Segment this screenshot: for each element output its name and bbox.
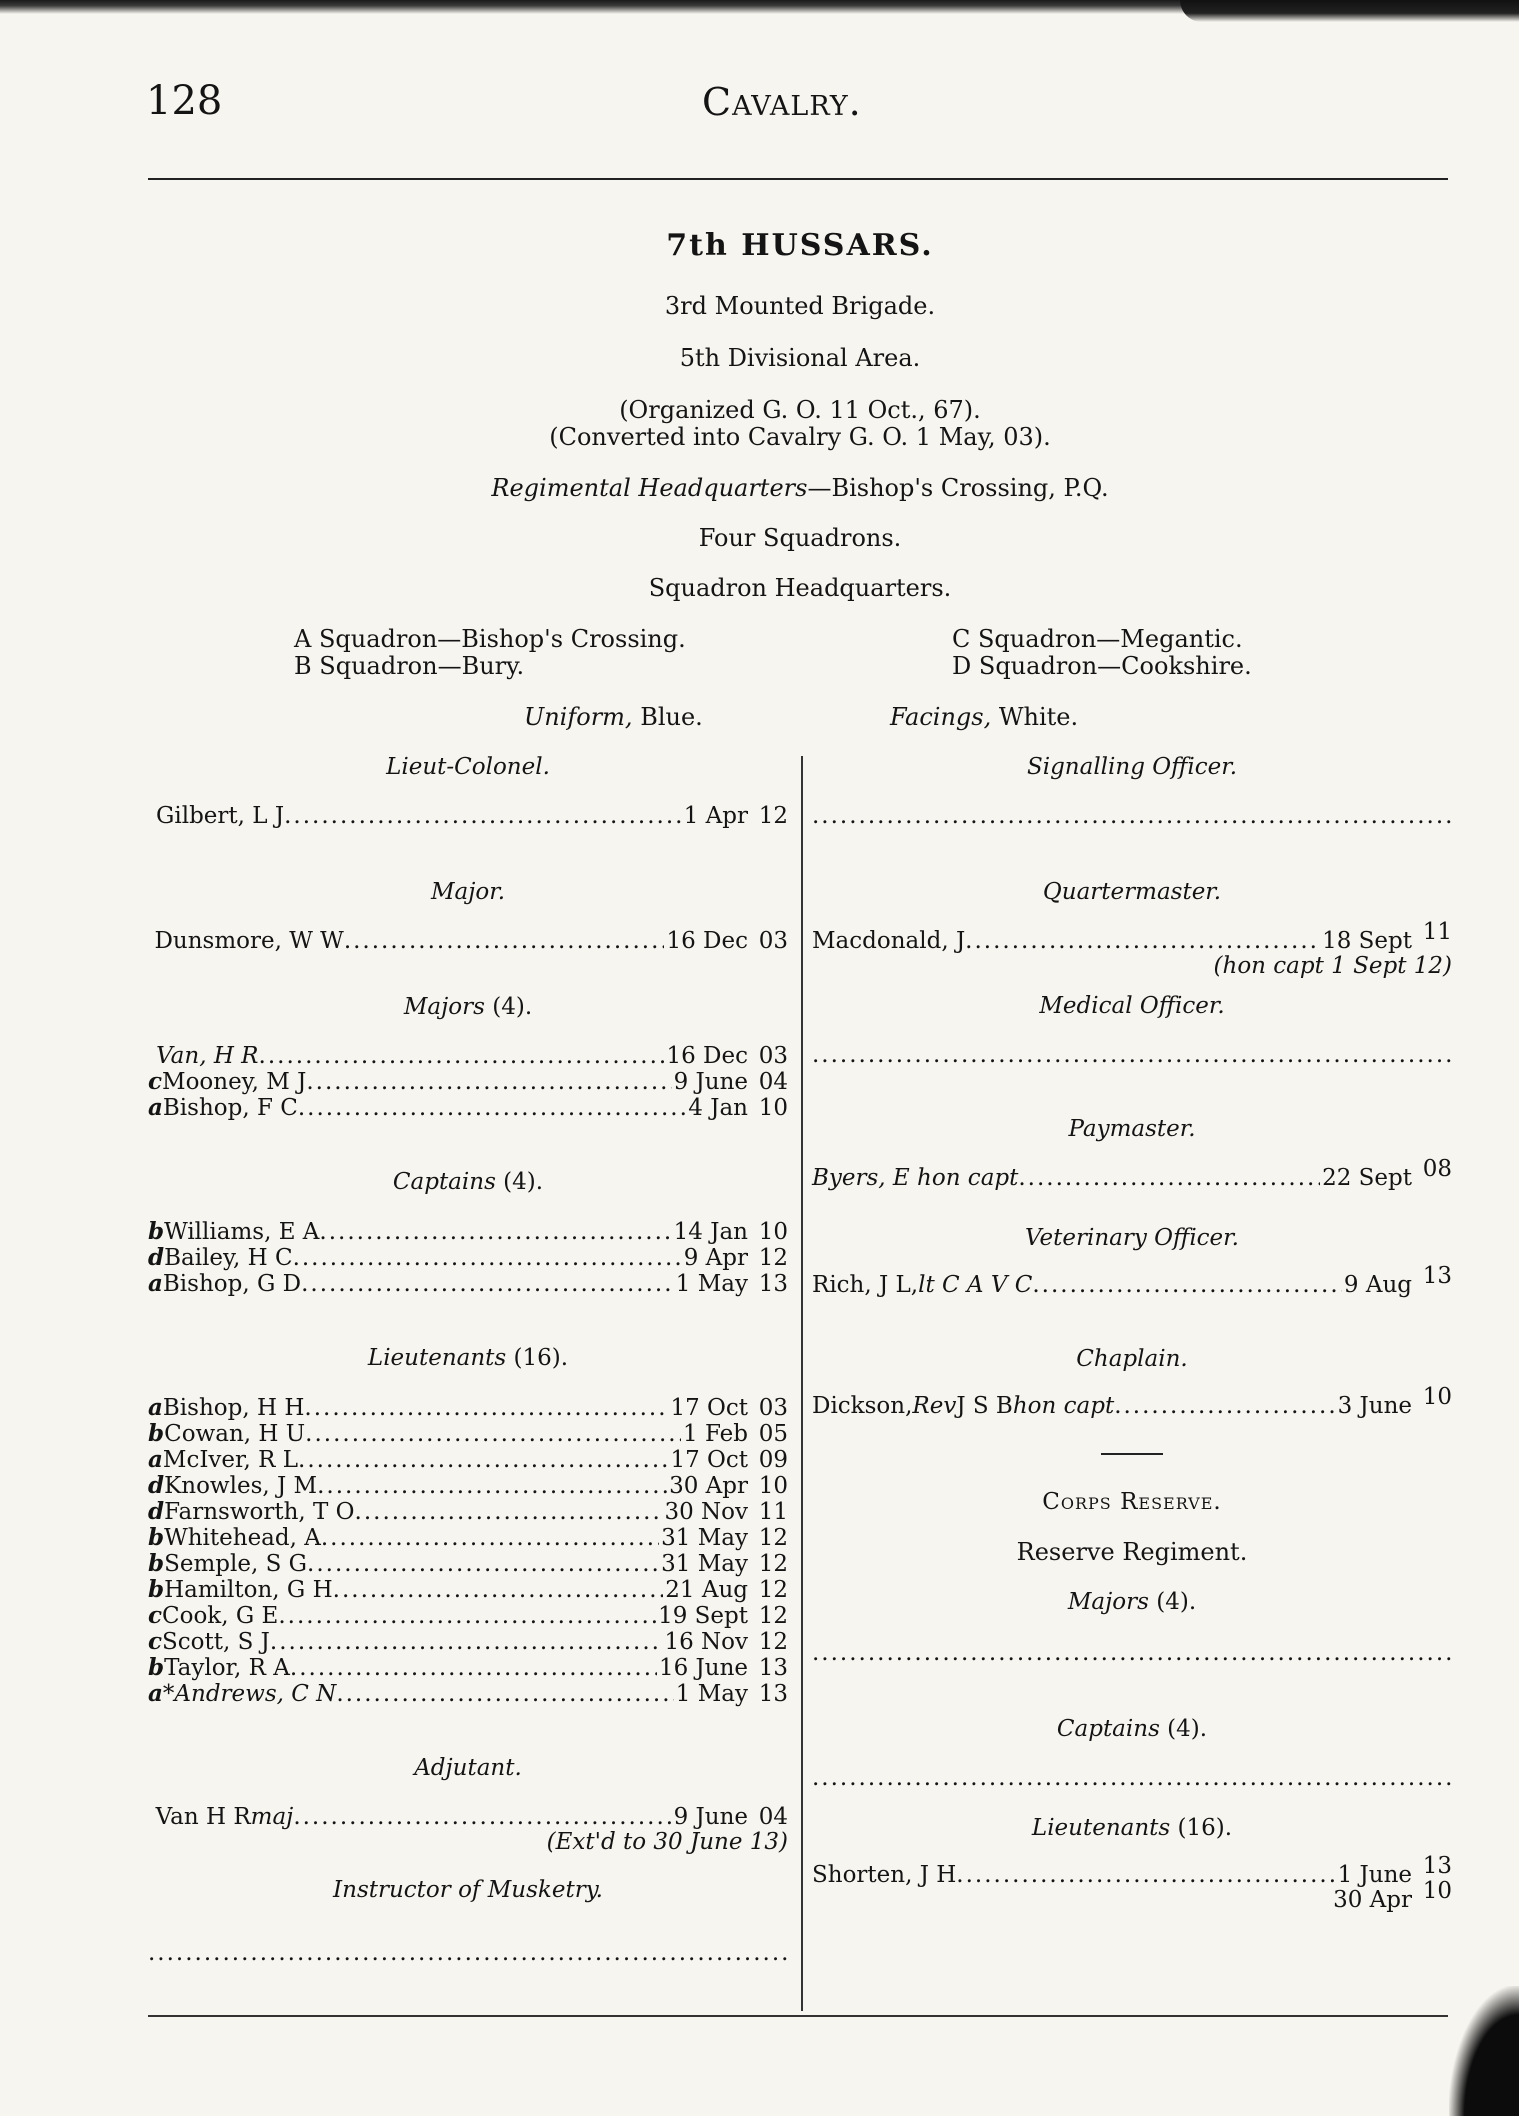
reserve-captains-count: (4). [1159, 1716, 1208, 1742]
entry-year: 12 [758, 1245, 788, 1271]
entry-mark: a [148, 1446, 163, 1473]
entry-date: 19 Sept [658, 1603, 748, 1629]
list-item [148, 1577, 788, 1603]
leader-dots [336, 1682, 673, 1707]
chaplain-heading: Chaplain. [1076, 1346, 1188, 1372]
entry-year: 03 [758, 928, 788, 954]
leader-dots [304, 1396, 668, 1421]
list-item [148, 1421, 788, 1447]
paymaster-heading: Paymaster. [1068, 1116, 1196, 1142]
lieutenants-heading [148, 1341, 788, 1375]
leader-dots [355, 1500, 663, 1525]
entry-year: 12 [758, 1525, 788, 1551]
leader-dots [956, 1863, 1335, 1888]
entry-name: Knowles, J M [164, 1473, 318, 1499]
left-column [148, 750, 788, 1966]
column-divider [801, 756, 803, 2011]
list-item [148, 1271, 788, 1297]
entry-date: 16 Nov [664, 1629, 748, 1655]
reserve-majors-vacant-line [812, 1641, 1452, 1666]
entry-name: Scott, S J [162, 1629, 270, 1655]
entry-name: Semple, S G [164, 1551, 308, 1577]
facings-label: Facings, [890, 703, 992, 731]
entry-year: 10 [758, 1473, 788, 1499]
right-column [812, 750, 1452, 1913]
list-item [148, 804, 788, 829]
list-item [148, 1681, 788, 1707]
entry-date: 30 Apr [669, 1473, 748, 1499]
entry-date: 9 Apr [683, 1245, 748, 1271]
list-item [148, 1525, 788, 1551]
entry-year: 08 [1422, 1156, 1452, 1182]
entry-name: Rich, J L, [812, 1272, 919, 1298]
entry-date: 30 Nov [664, 1499, 748, 1525]
leader-dots [306, 1070, 671, 1095]
entry-mark: b [148, 1218, 165, 1245]
entry-date: 16 Dec [666, 1043, 748, 1069]
squadron-d: D Squadron—Cookshire. [952, 652, 1252, 680]
leader-dots [965, 929, 1320, 954]
entry-name: Whitehead, A [164, 1525, 321, 1551]
entry-name: Macdonald, J [812, 928, 966, 954]
leader-dots [278, 1604, 656, 1629]
leader-dots [290, 1656, 657, 1681]
list-item [148, 1655, 788, 1681]
list-item [148, 1044, 788, 1069]
leader-dots [319, 1220, 671, 1245]
entry-mark: c [148, 1602, 163, 1629]
entry-mark: a [148, 1270, 163, 1297]
unit-title: 7th HUSSARS. [666, 228, 934, 263]
entry-date: 1 May [675, 1271, 748, 1297]
facings [890, 704, 1078, 731]
hq-label: Regimental Headquarters [491, 474, 808, 502]
reserve-regiment-heading: Reserve Regiment. [1016, 1538, 1248, 1566]
entry-year: 12 [758, 1603, 788, 1629]
entry-year: 11 [758, 1499, 788, 1525]
musketry-heading: Instructor of Musketry. [333, 1877, 603, 1903]
list-item [148, 1629, 788, 1655]
scan-edge-shadow [1180, 0, 1519, 22]
regimental-headquarters [0, 474, 1519, 502]
entry-year: 13 [1422, 1853, 1452, 1879]
entry-date: 9 June [673, 1804, 748, 1830]
squadron-b: B Squadron—Bury. [294, 652, 525, 680]
entry-name: Mooney, M J [162, 1069, 307, 1095]
leader-dots [301, 1272, 674, 1297]
page-corner-shadow [1449, 1986, 1519, 2116]
list-item [148, 1447, 788, 1473]
adjutant-heading: Adjutant. [414, 1755, 522, 1781]
entry-initials: J S B [956, 1393, 1013, 1419]
entry-year: 11 [1422, 919, 1452, 945]
leader-dots [1114, 1394, 1335, 1419]
captains-heading [148, 1165, 788, 1199]
major-heading: Major. [430, 879, 506, 905]
entry-date: 1 June [1337, 1862, 1412, 1888]
entry-rank: maj [250, 1804, 294, 1830]
musketry-vacant-line [148, 1941, 788, 1966]
list-item [148, 1245, 788, 1271]
entry-date: 4 Jan [688, 1095, 748, 1121]
list-item [812, 919, 1452, 954]
reserve-captains-title: Captains [1056, 1716, 1160, 1742]
entry-date: 9 Aug [1343, 1272, 1412, 1298]
leader-dots [321, 1526, 659, 1551]
entry-mark: b [148, 1576, 165, 1603]
entry-mark: a [148, 1394, 163, 1421]
leader-dots [293, 1805, 671, 1830]
veterinary-heading: Veterinary Officer. [1025, 1225, 1239, 1251]
list-item [812, 1263, 1452, 1298]
entry-date: 17 Oct [670, 1395, 748, 1421]
reserve-majors-count: (4). [1148, 1589, 1197, 1615]
entry-year: 12 [758, 1629, 788, 1655]
entry-name: Van H R [155, 1804, 251, 1830]
corps-reserve-heading: Corps Reserve. [1042, 1489, 1222, 1515]
list-item [148, 1499, 788, 1525]
entry-mark: b [148, 1420, 165, 1447]
entry-rev: Rev [912, 1393, 957, 1419]
entry-name: Hamilton, G H [164, 1577, 333, 1603]
entry-year: 12 [758, 803, 788, 829]
entry-mark: b [148, 1654, 165, 1681]
entry-year: 13 [758, 1271, 788, 1297]
entry-mark: d [148, 1498, 165, 1525]
reserve-lieutenants-heading [812, 1811, 1452, 1845]
entry-name: Shorten, J H [812, 1862, 957, 1888]
list-item [812, 1384, 1452, 1419]
reserve-majors-heading [812, 1585, 1452, 1619]
entry-year: 10 [758, 1095, 788, 1121]
captains-title: Captains [392, 1169, 496, 1195]
entry-name: Taylor, R A [164, 1655, 290, 1681]
entry-date: 1 Apr [683, 803, 748, 829]
facings-value: White. [991, 703, 1079, 731]
reserve-captains-heading [812, 1712, 1452, 1746]
running-head: Cavalry. [702, 80, 862, 124]
entry-mark: a [148, 1680, 163, 1707]
entry-date: 3 June [1337, 1393, 1412, 1419]
entry-mark: c [148, 1068, 163, 1095]
entry-name: Bishop, G D [162, 1271, 302, 1297]
reserve-lieutenants-count: (16). [1170, 1815, 1233, 1841]
entry-name: *Andrews, C N [162, 1681, 337, 1707]
uniform-label: Uniform, [524, 703, 633, 731]
entry-mark: d [148, 1244, 165, 1271]
squadron-c: C Squadron—Megantic. [952, 625, 1243, 653]
list-item [812, 1156, 1452, 1191]
entry-mark: a [148, 1094, 163, 1121]
leader-dots [298, 1448, 668, 1473]
entry-date: 1 May [675, 1681, 748, 1707]
entry-name: Bishop, F C [162, 1095, 298, 1121]
converted-note: (Converted into Cavalry G. O. 1 May, 03). [549, 423, 1051, 451]
organized-note: (Organized G. O. 11 Oct., 67). [619, 396, 981, 424]
entry-year: 05 [758, 1421, 788, 1447]
entry-year: 13 [758, 1655, 788, 1681]
entry-mark: b [148, 1524, 165, 1551]
leader-dots [284, 804, 682, 829]
leader-dots [305, 1422, 681, 1447]
entry-year: 12 [758, 1577, 788, 1603]
signalling-vacant-line [812, 804, 1452, 829]
lieut-colonel-heading: Lieut-Colonel. [386, 754, 550, 780]
majors-heading [148, 990, 788, 1024]
leader-dots [270, 1630, 663, 1655]
leader-dots [293, 1246, 682, 1271]
entry-year: 10 [758, 1219, 788, 1245]
entry-date: 16 Dec [666, 928, 748, 954]
quartermaster-heading: Quartermaster. [1042, 879, 1222, 905]
captains-count: (4). [495, 1169, 544, 1195]
list-item [148, 1603, 788, 1629]
entry-year: 13 [758, 1681, 788, 1707]
entry-mark: c [148, 1628, 163, 1655]
divisional-area: 5th Divisional Area. [679, 344, 921, 372]
medical-heading: Medical Officer. [1039, 993, 1225, 1019]
reserve-majors-title: Majors [1067, 1589, 1149, 1615]
entry-date: 31 May [661, 1525, 748, 1551]
header-rule [148, 178, 1448, 180]
quartermaster-note: (hon capt 1 Sept 12) [1213, 953, 1452, 979]
entry-year: 13 [1422, 1263, 1452, 1289]
uniform [524, 704, 703, 731]
adjutant-note: (Ext'd to 30 June 13) [546, 1829, 788, 1855]
signalling-heading: Signalling Officer. [1026, 754, 1238, 780]
entry-date: 16 June [658, 1655, 748, 1681]
entry-name: Williams, E A [164, 1219, 320, 1245]
entry-date: 9 June [673, 1069, 748, 1095]
list-item [148, 929, 788, 954]
majors-count: (4). [484, 994, 533, 1020]
hq-value: —Bishop's Crossing, P.Q. [807, 474, 1109, 502]
entry-suffix: lt C A V C [918, 1272, 1033, 1298]
entry-date: 17 Oct [670, 1447, 748, 1473]
entry-hon: hon capt [1012, 1393, 1115, 1419]
leader-dots [344, 929, 665, 954]
entry-name: Van, H R [156, 1043, 259, 1069]
entry-date-2: 30 Apr [1333, 1887, 1412, 1913]
entry-date: 18 Sept [1322, 928, 1412, 954]
list-item [148, 1473, 788, 1499]
majors-title: Majors [403, 994, 485, 1020]
entry-year: 03 [758, 1043, 788, 1069]
entry-year: 09 [758, 1447, 788, 1473]
entry-name: Cook, G E [162, 1603, 279, 1629]
entry-date: 1 Feb [683, 1421, 748, 1447]
list-item [148, 1219, 788, 1245]
entry-name: Byers, E hon capt [812, 1165, 1019, 1191]
list-item [148, 1095, 788, 1121]
lieutenants-list [148, 1395, 788, 1707]
entry-name: Cowan, H U [164, 1421, 306, 1447]
entry-name: Farnsworth, T O [164, 1499, 355, 1525]
entry-year: 03 [758, 1395, 788, 1421]
list-item [812, 1853, 1452, 1888]
squadron-headquarters: Squadron Headquarters. [648, 574, 952, 602]
entry-name: Bishop, H H [162, 1395, 305, 1421]
medical-vacant-line [812, 1043, 1452, 1068]
entry-year: 04 [758, 1804, 788, 1830]
entry-date: 14 Jan [673, 1219, 748, 1245]
entry-year: 12 [758, 1551, 788, 1577]
leader-dots [298, 1096, 686, 1121]
entry-name: Bailey, H C [164, 1245, 293, 1271]
leader-dots [259, 1044, 665, 1069]
leader-dots [1018, 1166, 1320, 1191]
leader-dots [307, 1552, 659, 1577]
uniform-value: Blue. [632, 703, 703, 731]
entry-name: McIver, R L [162, 1447, 299, 1473]
reserve-lieutenants-title: Lieutenants [1031, 1815, 1171, 1841]
entry-date: 21 Aug [665, 1577, 748, 1603]
entry-year: 10 [1422, 1384, 1452, 1410]
entry-name: Dickson, [812, 1393, 913, 1419]
leader-dots [333, 1578, 664, 1603]
entry-date: 31 May [661, 1551, 748, 1577]
brigade: 3rd Mounted Brigade. [664, 292, 936, 320]
footer-rule [148, 2015, 1448, 2017]
entry-year: 04 [758, 1069, 788, 1095]
lieutenants-title: Lieutenants [367, 1345, 507, 1371]
entry-mark: d [148, 1472, 165, 1499]
lieutenants-count: (16). [506, 1345, 569, 1371]
list-item [148, 1395, 788, 1421]
squadron-a: A Squadron—Bishop's Crossing. [294, 625, 686, 653]
entry-name: Gilbert, L J [156, 803, 285, 829]
list-item [812, 1878, 1452, 1913]
entry-name: Dunsmore, W W [154, 928, 344, 954]
list-item [148, 1551, 788, 1577]
squadron-count: Four Squadrons. [698, 524, 902, 552]
entry-mark: b [148, 1550, 165, 1577]
page-number: 128 [146, 78, 223, 124]
leader-dots [317, 1474, 667, 1499]
list-item [148, 1805, 788, 1830]
reserve-captains-vacant-line [812, 1766, 1452, 1791]
list-item [148, 1069, 788, 1095]
entry-year-2: 10 [1422, 1878, 1452, 1904]
entry-date: 22 Sept [1322, 1165, 1412, 1191]
leader-dots [1032, 1273, 1342, 1298]
